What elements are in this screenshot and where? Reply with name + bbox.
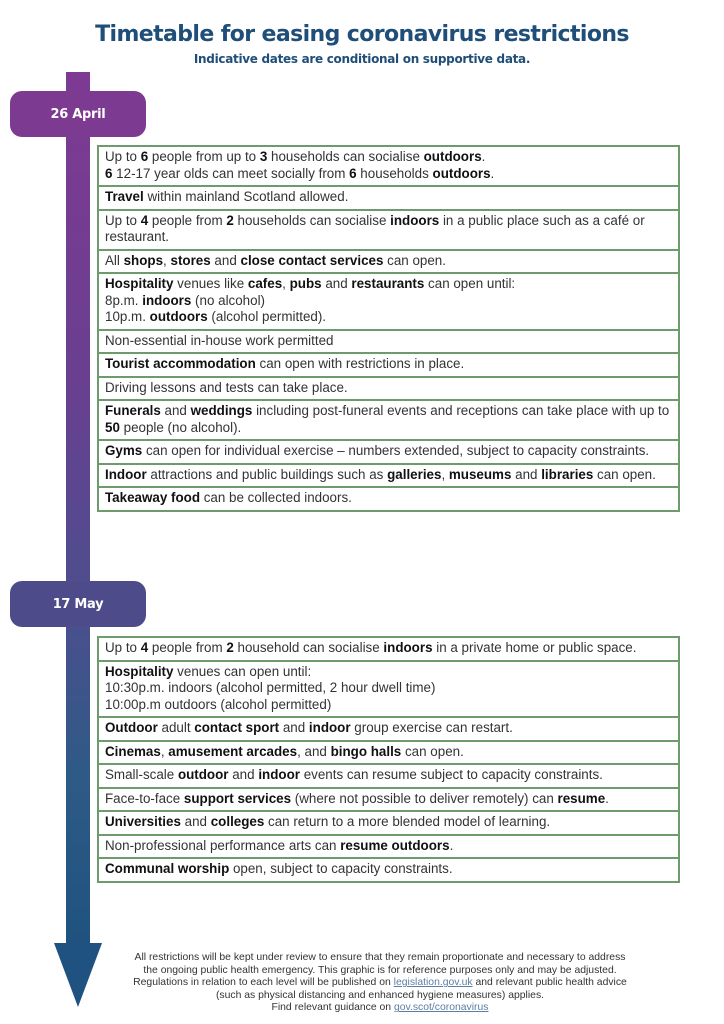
stage-date-badge — [10, 91, 146, 137]
restriction-item — [99, 765, 678, 789]
restriction-text: 10p.m. — [105, 309, 150, 324]
restriction-emphasis: Universities — [105, 814, 181, 829]
restriction-emphasis: Indoor — [105, 466, 147, 482]
restriction-item — [99, 718, 678, 742]
restriction-emphasis: indoors — [383, 640, 433, 655]
restriction-emphasis: libraries — [541, 466, 594, 482]
footer-text: Find relevant guidance on — [271, 1002, 394, 1014]
restriction-emphasis: close contact services — [240, 252, 384, 268]
restriction-text: and — [180, 814, 211, 829]
restriction-emphasis: galleries — [387, 466, 442, 482]
restriction-emphasis: outdoor — [177, 767, 229, 782]
guidance-link[interactable]: gov.scot/coronavirus — [393, 1002, 489, 1014]
restriction-text: Non-essential in-house work permitted — [105, 332, 334, 348]
restriction-emphasis: weddings — [190, 403, 253, 418]
restriction-text: Up to — [105, 212, 141, 228]
restriction-text: can open for individual exercise – numbers extended, subject to capacity constraints. — [142, 443, 650, 458]
restriction-text: can open. — [383, 252, 446, 268]
restriction-text: can return to a more blended model of learning. — [264, 814, 551, 829]
arrow-down-icon — [54, 943, 102, 1007]
restriction-item — [99, 274, 678, 331]
restriction-text: people from — [148, 640, 227, 655]
restriction-text: and — [511, 466, 542, 482]
restriction-emphasis: 2 — [226, 640, 234, 655]
restriction-item — [99, 354, 678, 378]
restriction-text: adult — [157, 720, 195, 735]
restriction-text: 10:30p.m. indoors (alcohol permitted, 2 hour dwell time) — [105, 680, 436, 695]
restriction-emphasis: pubs — [289, 276, 322, 291]
restriction-text: attractions and public buildings such as — [146, 466, 388, 482]
restriction-text: and — [160, 403, 191, 418]
stage-date-badge — [10, 581, 146, 627]
restriction-emphasis: indoors — [390, 212, 440, 228]
restriction-text: can be collected indoors. — [200, 490, 352, 505]
restriction-emphasis: 4 — [140, 640, 149, 655]
restriction-text: within mainland Scotland allowed. — [143, 189, 349, 204]
restriction-text: in a private home or public space. — [432, 640, 637, 655]
restriction-emphasis: 6 — [140, 149, 149, 164]
restriction-emphasis: Funerals — [105, 403, 161, 418]
restriction-text: household can socialise — [233, 640, 384, 655]
restriction-emphasis: 6 — [349, 165, 357, 181]
restriction-item — [99, 789, 678, 813]
restriction-emphasis: resume — [557, 790, 606, 806]
restriction-text: 8p.m. — [105, 292, 143, 308]
restriction-emphasis: outdoors — [432, 165, 491, 181]
restriction-text: including post-funeral events and receptions can take place with up to — [252, 403, 670, 418]
restriction-item — [99, 211, 678, 251]
restriction-item — [99, 251, 678, 275]
restriction-emphasis: Outdoor — [105, 720, 158, 735]
restriction-text: can open until: — [424, 276, 516, 291]
restriction-text: , and — [297, 743, 331, 759]
restriction-emphasis: Hospitality — [105, 663, 174, 679]
restriction-text: people from — [148, 212, 227, 228]
restriction-text: . — [481, 149, 486, 164]
restriction-item — [99, 441, 678, 465]
restriction-emphasis: Tourist accommodation — [105, 356, 256, 371]
restriction-text: (no alcohol) — [191, 292, 266, 308]
restriction-emphasis: indoor — [308, 720, 351, 735]
restriction-item — [99, 836, 678, 860]
restriction-emphasis: amusement arcades — [168, 743, 298, 759]
restriction-item — [99, 859, 678, 881]
restriction-item — [99, 331, 678, 355]
restriction-text: in a public place such as a café or restaurant. — [105, 212, 645, 244]
restriction-text: events can resume subject to capacity constraints. — [299, 767, 603, 782]
stage-date-label: 17 May — [52, 596, 104, 612]
restriction-text: Driving lessons and tests can take place. — [105, 379, 348, 395]
restriction-emphasis: cafes — [247, 276, 283, 291]
restriction-emphasis: outdoors — [423, 149, 482, 164]
restriction-emphasis: support services — [183, 790, 292, 806]
restriction-item — [99, 662, 678, 719]
restriction-text: venues can open until: — [173, 663, 312, 679]
restriction-text: . — [490, 165, 495, 181]
restriction-text: All — [105, 252, 124, 268]
restriction-text: households can socialise — [233, 212, 391, 228]
restriction-emphasis: outdoors — [149, 309, 208, 324]
restriction-item — [99, 187, 678, 211]
footer-text: All restrictions will be kept under review to ensure that they remain proportionate and necessary to address the ongoing public health emergency. This graphic is for reference purposes only and may be adjusted. Regulations in relation to each level will be published on — [133, 952, 626, 989]
restriction-emphasis: 2 — [226, 212, 234, 228]
restriction-item — [99, 812, 678, 836]
restriction-item — [99, 488, 678, 510]
restriction-emphasis: Communal worship — [105, 861, 230, 876]
restriction-emphasis: shops — [123, 252, 164, 268]
restriction-text: can open. — [593, 466, 656, 482]
restriction-text: Non-professional performance arts can — [105, 837, 341, 853]
restriction-text: households can socialise — [267, 149, 424, 164]
restriction-text: Face-to-face — [105, 790, 184, 806]
restriction-text: , — [163, 252, 171, 268]
restriction-emphasis: Gyms — [105, 443, 143, 458]
restriction-emphasis: indoor — [258, 767, 300, 782]
restriction-emphasis: Takeaway food — [105, 490, 201, 505]
restriction-item — [99, 401, 678, 441]
footer-disclaimer — [130, 952, 630, 1015]
restriction-text: and — [279, 720, 309, 735]
restriction-text: . — [605, 790, 609, 806]
restriction-text: Up to — [105, 149, 141, 164]
page-title: Timetable for easing coronavirus restrictions — [95, 22, 629, 47]
legislation-link[interactable]: legislation.gov.uk — [393, 977, 473, 989]
restriction-text: and — [321, 276, 352, 291]
timeline-line — [66, 72, 90, 947]
restriction-emphasis: stores — [170, 252, 211, 268]
restriction-text: (where not possible to deliver remotely) can — [291, 790, 558, 806]
restriction-emphasis: 3 — [259, 149, 268, 164]
stage-restrictions-list — [97, 636, 680, 883]
restriction-text: people from up to — [148, 149, 260, 164]
restriction-item — [99, 638, 678, 662]
restriction-item — [99, 378, 678, 402]
restriction-text: can open. — [401, 743, 464, 759]
footer-text: and relevant public health advice (such as physical distancing and enhanced hygiene measures) applies. — [215, 977, 627, 1001]
restriction-text: (alcohol permitted). — [207, 309, 327, 324]
restriction-text: . — [449, 837, 454, 853]
restriction-text: open, subject to capacity constraints. — [229, 861, 453, 876]
stage-date-label: 26 April — [50, 106, 106, 122]
restriction-text: households — [356, 165, 433, 181]
restriction-emphasis: Travel — [105, 189, 144, 204]
restriction-emphasis: resume outdoors — [340, 837, 450, 853]
page-subtitle: Indicative dates are conditional on supportive data. — [193, 52, 531, 66]
restriction-item — [99, 147, 678, 187]
restriction-item — [99, 465, 678, 489]
restriction-text: and — [228, 767, 259, 782]
restriction-emphasis: Hospitality — [105, 276, 174, 291]
restriction-text: and — [210, 252, 241, 268]
restriction-item — [99, 742, 678, 766]
restriction-emphasis: restaurants — [351, 276, 425, 291]
restriction-text: group exercise can restart. — [350, 720, 513, 735]
restriction-text: , — [441, 466, 449, 482]
restriction-emphasis: 4 — [140, 212, 149, 228]
restriction-emphasis: contact sport — [194, 720, 280, 735]
restriction-emphasis: colleges — [210, 814, 265, 829]
restriction-text: , — [160, 743, 169, 759]
restriction-text: can open with restrictions in place. — [255, 356, 465, 371]
restriction-emphasis: 6 — [105, 165, 113, 181]
restriction-text: venues like — [173, 276, 248, 291]
restriction-emphasis: 50 — [105, 419, 120, 435]
restriction-text: Small-scale — [105, 767, 178, 782]
restriction-emphasis: museums — [448, 466, 512, 482]
restriction-text: , — [282, 276, 290, 291]
restriction-text: Up to — [105, 640, 141, 655]
restriction-text: 10:00p.m outdoors (alcohol permitted) — [105, 696, 332, 712]
stage-restrictions-list — [97, 145, 680, 512]
restriction-emphasis: indoors — [142, 292, 192, 308]
restriction-emphasis: Cinemas — [105, 743, 161, 759]
restriction-emphasis: bingo halls — [330, 743, 402, 759]
restriction-text: people (no alcohol). — [119, 419, 242, 435]
restriction-text: 12-17 year olds can meet socially from — [112, 165, 350, 181]
